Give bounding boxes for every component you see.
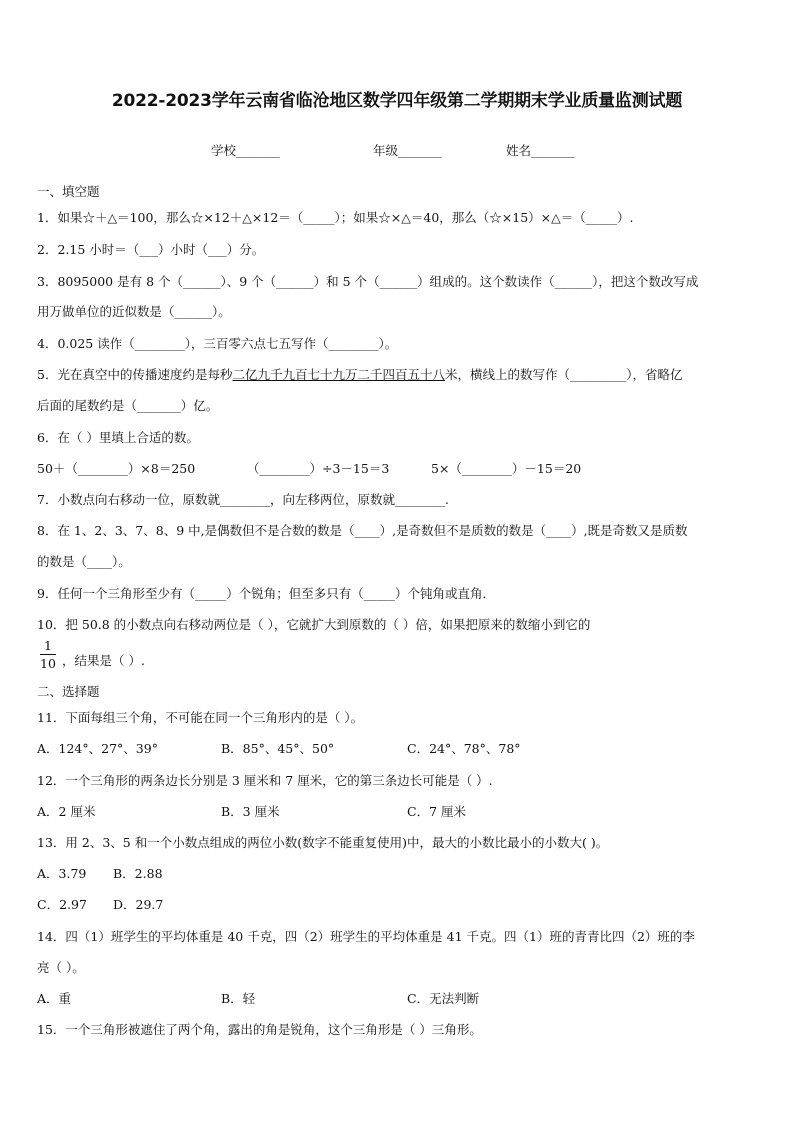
question-13-option-b: B．2.88: [113, 866, 163, 881]
fraction-bar: [40, 654, 56, 655]
fraction-denominator: 10: [40, 656, 56, 671]
question-3-line-1: 3．8095000 是有 8 个（______）、9 个（______）和 5 个（______）组成的。这个数读作（______），把这个数改写成: [37, 274, 699, 289]
question-14-option-b: B．轻: [221, 991, 256, 1006]
question-5-line-2: 后面的尾数约是（_______）亿。: [37, 398, 219, 413]
section-fill-blank: 一、填空题: [37, 184, 100, 199]
question-3-line-2: 用万做单位的近似数是（______）。: [37, 304, 231, 319]
grade-field: 年级_______: [373, 143, 442, 158]
question-13-option-d: D．29.7: [113, 897, 164, 912]
question-6-equation-b: （________）÷3－15＝3: [247, 461, 390, 476]
question-6-equation-c: 5×（________）－15＝20: [431, 461, 582, 476]
question-5-suffix: 米，横线上的数写作（_________），省略亿: [444, 367, 683, 382]
question-12-option-b: B．3 厘米: [221, 804, 280, 819]
fraction-numerator: 1: [44, 638, 52, 653]
question-14-line-2: 亮（ ）。: [37, 960, 85, 975]
name-field: 姓名_______: [506, 143, 575, 158]
question-14-option-a: A．重: [37, 991, 72, 1006]
question-11-option-b: B．85°、45°、50°: [221, 741, 335, 756]
question-11: 11．下面每组三个角，不可能在同一个三角形内的是（ ）。: [37, 710, 364, 725]
fraction-one-tenth: [40, 638, 56, 671]
question-15: 15．一个三角形被遮住了两个角，露出的角是锐角，这个三角形是（ ）三角形。: [37, 1022, 482, 1037]
section-multiple-choice: 二、选择题: [37, 684, 100, 699]
question-4: 4．0.025 读作（________），三百零六点七五写作（________）。: [37, 336, 398, 351]
question-5-line-1: [37, 365, 683, 383]
question-8-line-1: 8．在 1、2、3、7、8、9 中,是偶数但不是合数的数是（____）,是奇数但不是质数的数是（____）,既是奇数又是质数: [37, 523, 688, 538]
question-2: 2．2.15 小时＝（___）小时（___）分。: [37, 242, 265, 257]
question-13-option-a: A．3.79: [37, 866, 87, 881]
question-9: 9．任何一个三角形至少有（_____）个锐角；但至多只有（_____）个钝角或直角．: [37, 586, 495, 601]
question-7: 7．小数点向右移动一位，原数就________，向左移两位，原数就________.: [37, 492, 449, 507]
question-12: 12．一个三角形的两条边长分别是 3 厘米和 7 厘米，它的第三条边长可能是（ ）.: [37, 773, 493, 788]
question-10-line-1: 10．把 50.8 的小数点向右移动两位是（ ），它就扩大到原数的（ ）倍，如果把原来的数缩小到它的: [37, 617, 591, 632]
question-12-option-a: A．2 厘米: [37, 804, 96, 819]
question-6-equation-a: 50＋（________）×8＝250: [37, 461, 196, 476]
question-12-option-c: C．7 厘米: [407, 804, 466, 819]
question-11-option-a: A．124°、27°、39°: [37, 741, 158, 756]
question-11-option-c: C．24°、78°、78°: [407, 741, 521, 756]
question-5-underlined-number: 二亿九千九百七十九万二千四百五十八: [232, 367, 445, 382]
question-8-line-2: 的数是（____）。: [37, 554, 131, 569]
question-14-option-c: C．无法判断: [407, 991, 480, 1006]
question-13: 13．用 2、3、5 和一个小数点组成的两位小数(数字不能重复使用)中，最大的小数比最小的小数大( )。: [37, 835, 609, 850]
question-5-prefix: 5．光在真空中的传播速度约是每秒: [37, 367, 233, 382]
question-14-line-1: 14．四（1）班学生的平均体重是 40 千克，四（2）班学生的平均体重是 41 千克。四（1）班的青青比四（2）班的李: [37, 929, 695, 944]
question-6: 6．在（ ）里填上合适的数。: [37, 430, 199, 445]
page-title: 2022-2023学年云南省临沧地区数学四年级第二学期期末学业质量监测试题: [111, 91, 683, 111]
question-10-line-2: ，结果是（ ）.: [62, 653, 145, 668]
school-field: 学校_______: [211, 143, 280, 158]
question-1: 1．如果☆＋△＝100，那么☆×12＋△×12＝（_____）；如果☆×△＝40，那么（☆×15）×△＝（_____）.: [37, 210, 634, 225]
question-13-option-c: C．2.97: [37, 897, 87, 912]
